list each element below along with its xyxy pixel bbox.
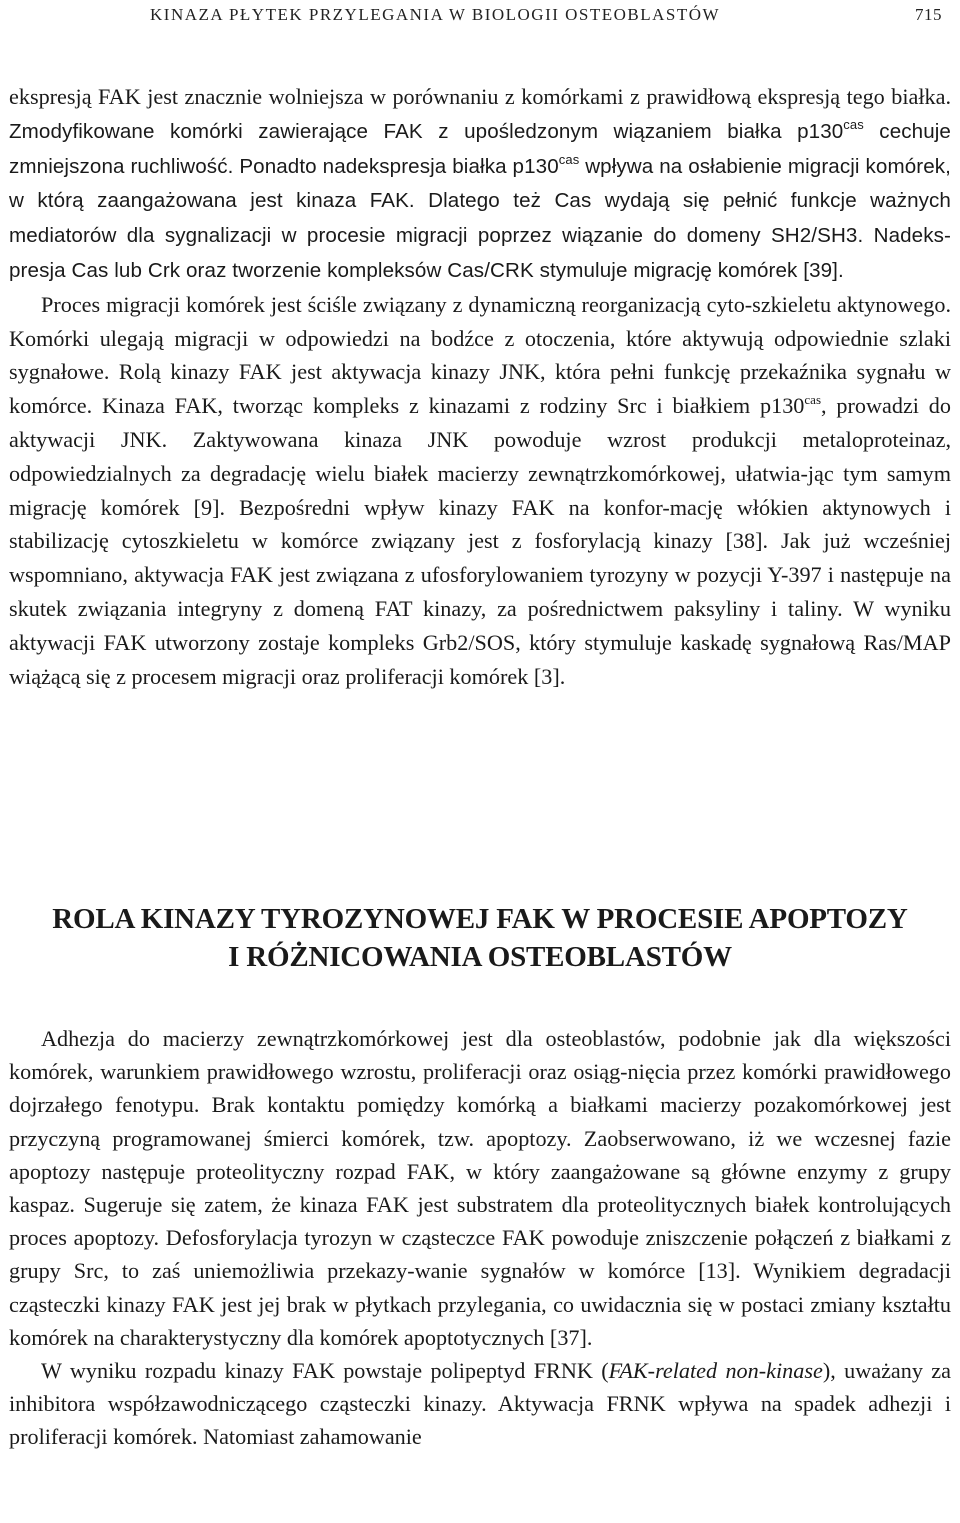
paragraph — [9, 288, 951, 694]
running-head — [150, 5, 942, 25]
paragraph-text: W wyniku rozpadu kinazy FAK powstaje polipeptyd FRNK ( — [41, 1358, 609, 1384]
paragraph — [9, 80, 951, 288]
paragraph-text: cechuje zmniejszona ruchliwość. Ponadto nadekspresja białka p130 — [9, 119, 951, 178]
paragraph-text: ekspresją FAK jest znacznie wolniejsza w porównaniu z komórkami z prawidłową ekspresją tego białka. — [9, 84, 951, 109]
section-apoptosis-text — [9, 1022, 951, 1454]
paragraph — [9, 1354, 951, 1454]
paragraph-text: Proces migracji komórek jest ściśle związany z dynamiczną reorganizacją cyto-szkieletu aktynowego. Komórki ulegają migracji w odpowiedzi na bodźce z otoczenia, które aktywują odpowiednie szlaki sygnałowe. Rolą kinazy FAK jest aktywacja kinazy JNK, która pełni funkcję przekaźnika sygnału w komórce. Kinaza FAK, tworząc kompleks z kinazami z rodziny Src i białkiem p130 — [9, 291, 951, 419]
paragraph: Adhezja do macierzy zewnątrzkomórkowej jest dla osteoblastów, podobnie jak dla większości komórek, warunkiem prawidłowego wzrostu, proliferacji oraz osiąg-nięcia przez komórki prawidłowego dojrzałego fenotypu. Brak kontaktu pomiędzy komórką a białkami macierzy pozakomórkowej jest przyczyną programowanej śmierci komórek, tzw. apoptozy. Zaobserwowano, iż we wczesnej fazie apoptozy następuje proteolityczny rozpad FAK, w który zaangażowane są główne enzymy z grupy kaspaz. Sugeruje się zatem, że kinaza FAK jest substratem dla proteolitycznych białek kontrolujących proces apoptozy. Defosforylacja tyrozyn w cząsteczce FAK powoduje zniszczenie połączeń z białkami z grupy Src, to zaś uniemożliwia przekazy-wanie sygnałów w komórce [13]. Wynikiem degradacji cząsteczki kinazy FAK jest jej brak w płytkach przylegania, co uwidacznia się w postaci zmiany kształtu komórek na charakterystyczny dla komórek apoptotycznych [37]. — [9, 1026, 951, 1350]
page-number: 715 — [915, 5, 942, 24]
section-heading — [0, 900, 960, 976]
paragraph-text: Zmodyfikowane komórki zawierające FAK z upośledzonym wiązaniem białka p130 — [9, 119, 844, 143]
section-migration-text — [9, 80, 951, 693]
italic-term: FAK-related non-kinase — [608, 1358, 823, 1384]
paragraph-text: wpływa na osłabienie migracji komórek, w którą zaangażowana jest kinaza FAK. Dlatego też Cas wydają się pełnić funkcje ważnych mediatorów dla sygnalizacji w procesie migracji poprzez wiązanie do domeny SH2/SH3. Nadeks-presja Cas lub Crk oraz tworzenie kompleksów Cas/CRK stymuluje migrację komórek [39]. — [9, 154, 951, 282]
paragraph-text: ), uważany za inhibitora współzawodniczącego cząsteczki kinazy. Aktywacja FRNK wpływa na spadek adhezji i proliferacji komórek. Natomiast zahamowanie — [9, 1358, 952, 1450]
superscript: cas — [843, 116, 864, 132]
running-head-title: KINAZA PŁYTEK PRZYLEGANIA W BIOLOGII OSTEOBLASTÓW — [150, 5, 721, 24]
section-heading-line: I RÓŻNICOWANIA OSTEOBLASTÓW — [228, 941, 732, 973]
section-heading-line: ROLA KINAZY TYROZYNOWEJ FAK W PROCESIE APOPTOZY — [52, 903, 908, 935]
superscript: cas — [558, 151, 580, 167]
superscript: cas — [804, 392, 822, 408]
paragraph-text: , prowadzi do aktywacji JNK. Zaktywowana kinaza JNK powoduje wzrost produkcji metaloproteinaz, odpowiedzialnych za degradację wielu białek macierzy zewnątrzkomórkowej, ułatwia-jąc tym samym migrację komórek [9]. Bezpośredni wpływ kinazy FAK na konfor-mację włókien aktynowych i stabilizację cytoszkieletu w komórce związany jest z fosforylacją kinazy [38]. Jak już wcześniej wspomniano, aktywacja FAK jest związana z ufosforylowaniem tyrozyny w pozycji Y-397 i następuje na skutek związania integryny z domeną FAT kinazy, za pośrednictwem paksyliny i taliny. W wyniku aktywacji FAK utworzony zostaje kompleks Grb2/SOS, który stymuluje kaskadę sygnałową Ras/MAP wiążącą się z procesem migracji oraz proliferacji komórek [3]. — [9, 393, 951, 689]
